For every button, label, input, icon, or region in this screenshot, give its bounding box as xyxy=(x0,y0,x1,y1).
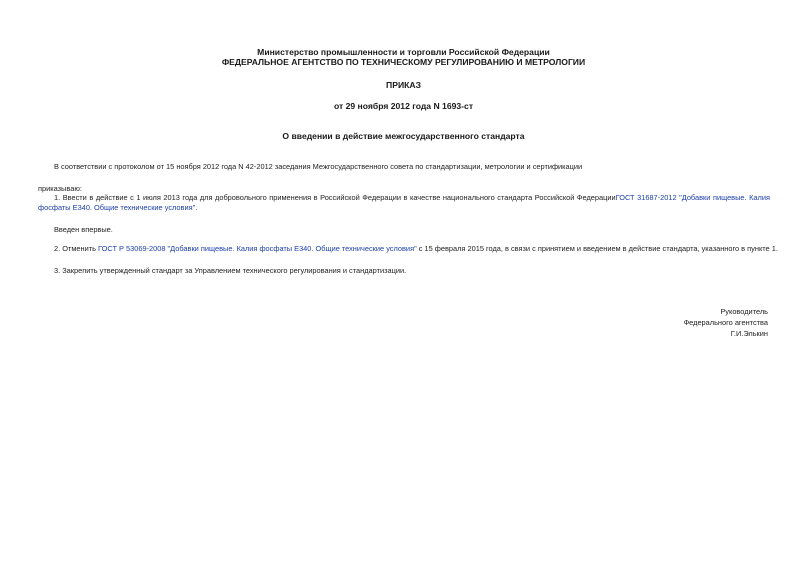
item-2-start: 2. Отменить xyxy=(54,244,99,253)
gost-r-53069-2008-link[interactable]: ГОСТ Р 53069-2008 "Добавки пищевые. Калия фосфаты Е340. Общие технические условия" xyxy=(98,244,417,253)
subject-title: О введении в действие межгосударственного стандарта xyxy=(282,131,525,141)
signature-position: Руководитель xyxy=(720,307,768,316)
item-1-text: 1. Ввести в действие с 1 июля 2013 года для добровольного применения в Российской Федерации в качестве национального стандарта Российской Федерации xyxy=(54,193,616,202)
item-1-paragraph xyxy=(38,193,770,213)
signature-name: Г.И.Элькин xyxy=(730,329,768,338)
item-3-paragraph: 3. Закрепить утвержденный стандарт за Управлением технического регулирования и стандартизации. xyxy=(54,266,407,275)
order-word: приказываю: xyxy=(38,184,82,193)
item-2-paragraph xyxy=(54,244,778,254)
gost-31687-2012-link[interactable]: ГОСТ 31687-2012 "Добавки пищевые. Калия фосфаты Е340. Общие технические условия" xyxy=(38,193,770,212)
item-2-end: с 15 февраля 2015 года, в связи с принятием и введением в действие стандарта, указанного в пункте 1. xyxy=(416,244,778,253)
item-1-end: . xyxy=(195,203,198,212)
preamble-paragraph: В соответствии с протоколом от 15 ноября 2012 года N 42-2012 заседания Межгосударственного совета по стандартизации, метрологии и сертификации xyxy=(54,162,583,171)
date-number-line: от 29 ноября 2012 года N 1693-ст xyxy=(333,101,474,111)
doc-type-title: ПРИКАЗ xyxy=(386,80,421,90)
first-time-note: Введен впервые. xyxy=(54,225,113,234)
ministry-title: Министерство промышленности и торговли Российской Федерации xyxy=(257,47,550,57)
agency-title: ФЕДЕРАЛЬНОЕ АГЕНТСТВО ПО ТЕХНИЧЕСКОМУ РЕГУЛИРОВАНИЮ И МЕТРОЛОГИИ xyxy=(221,57,586,67)
signature-agency: Федерального агентства xyxy=(683,318,768,327)
